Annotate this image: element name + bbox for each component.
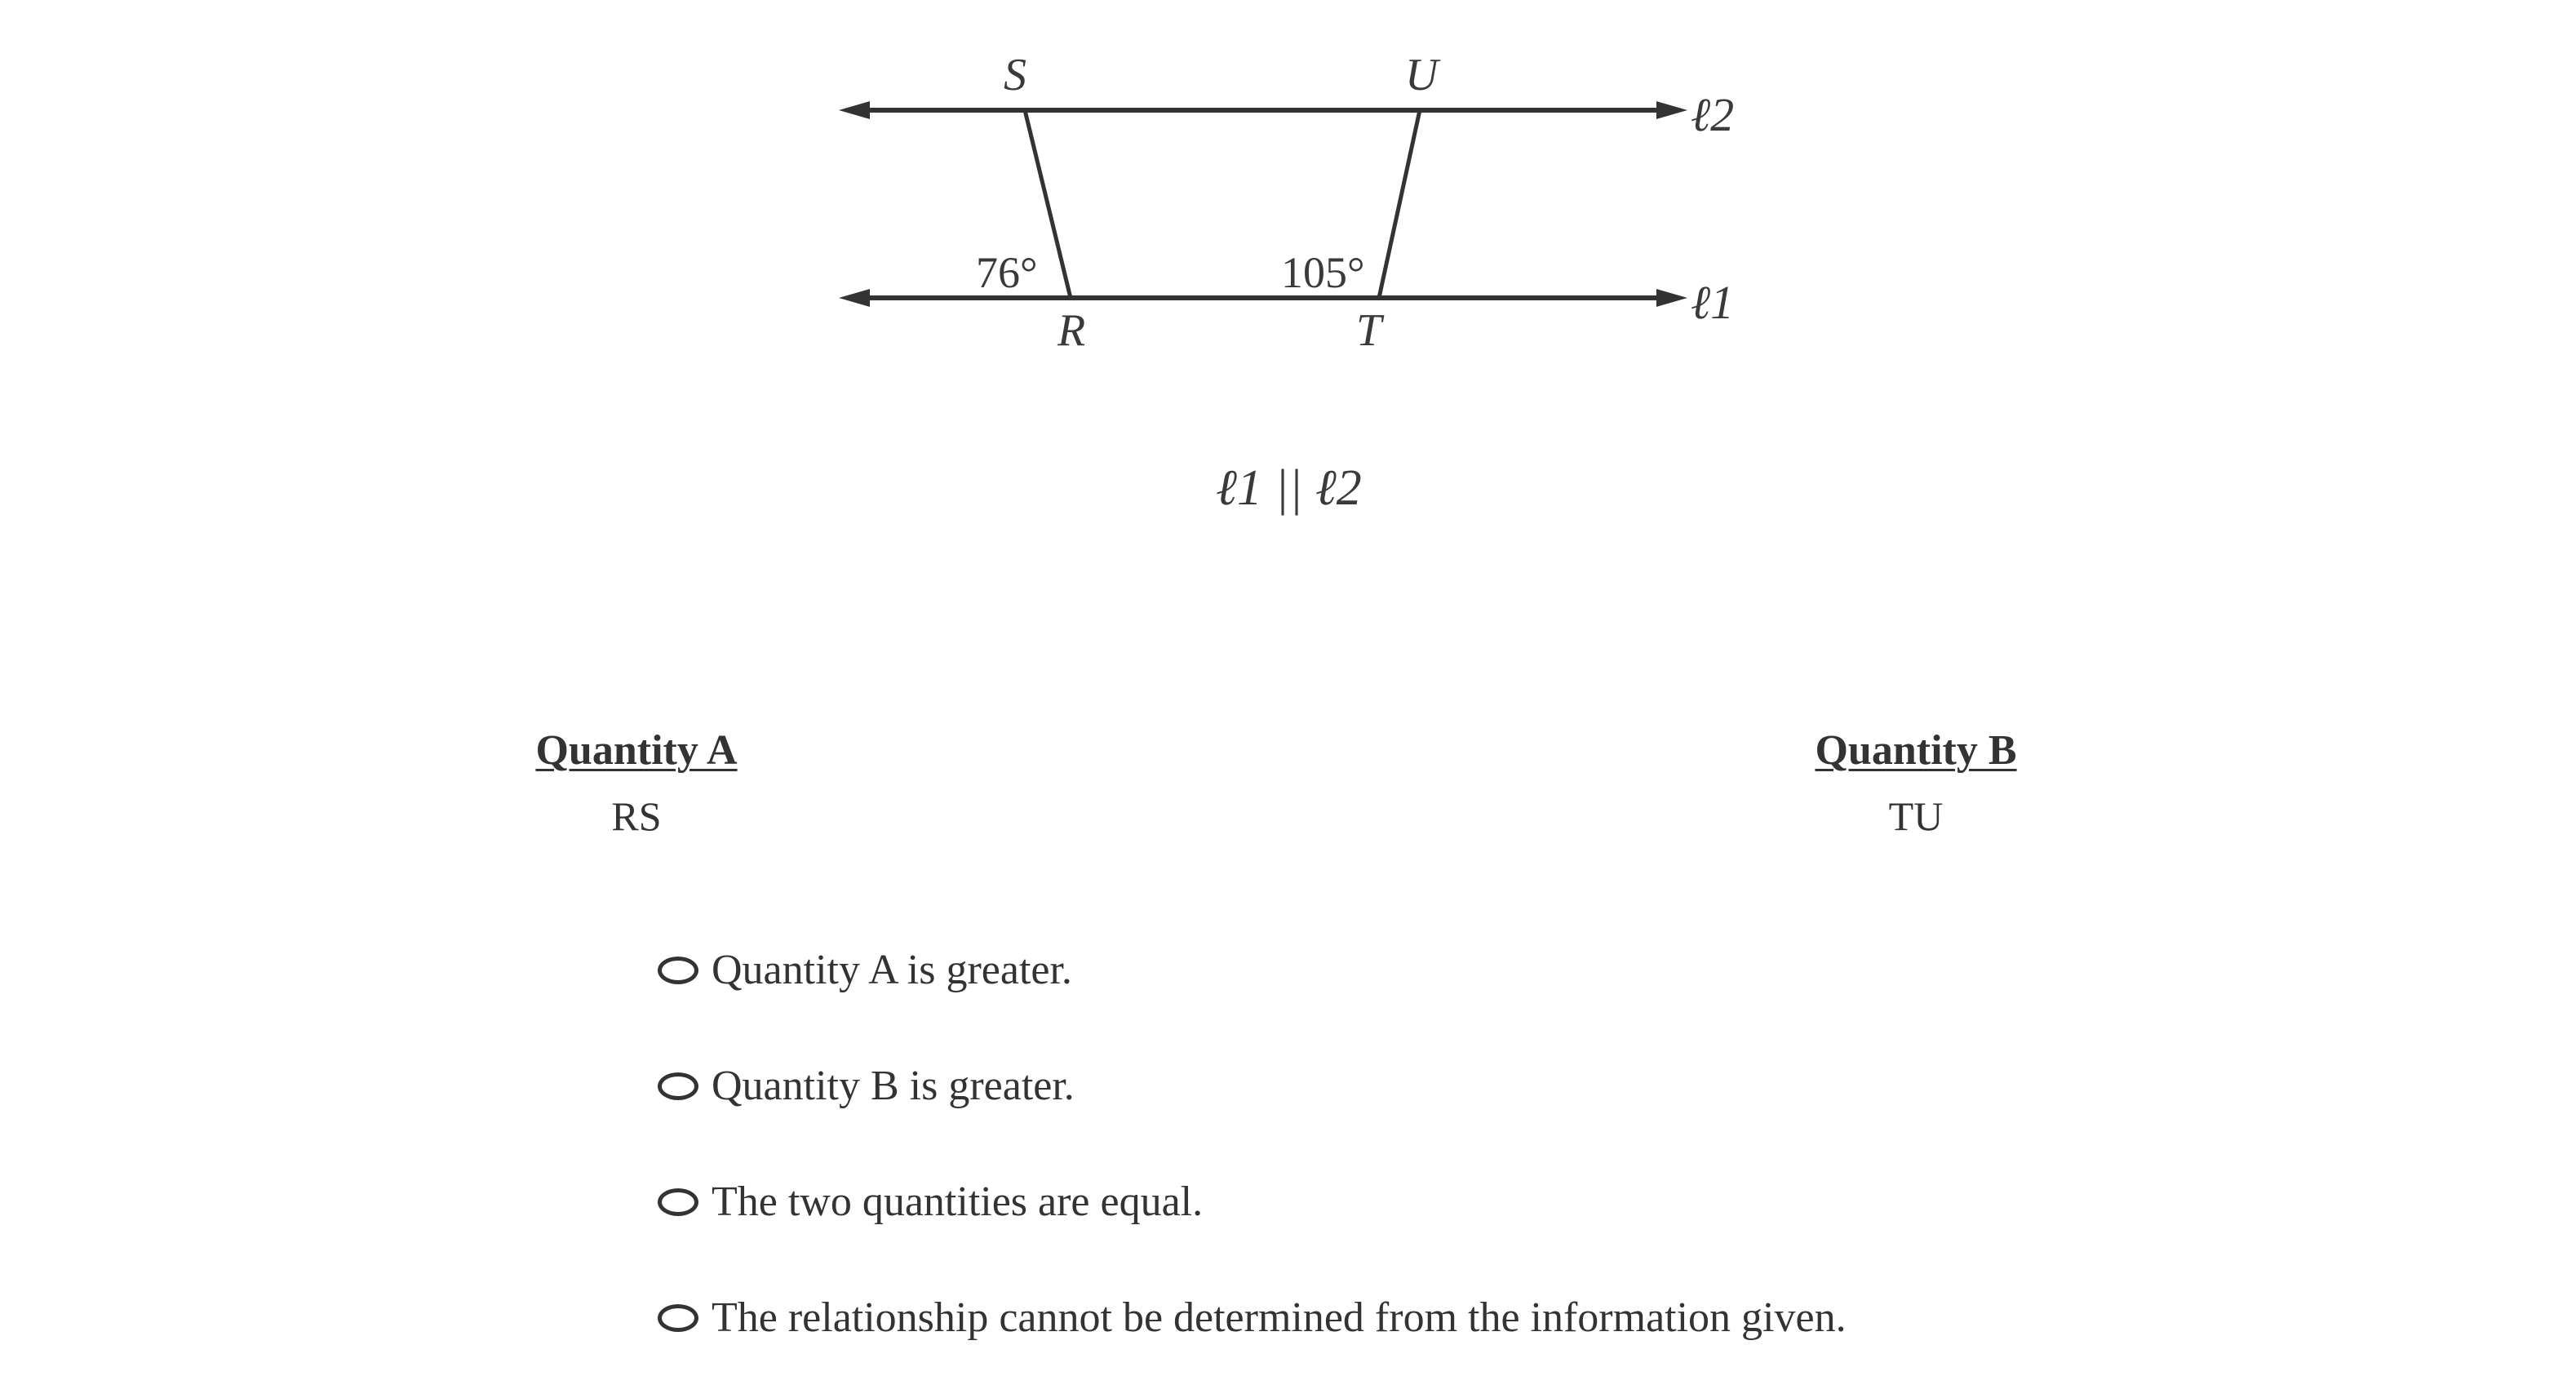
quantity-b-column — [1753, 718, 2079, 849]
option-label[interactable]: The two quantities are equal. — [712, 1179, 1204, 1225]
angle-label-t: 105° — [1281, 248, 1365, 297]
line-l1-right-arrow — [1656, 289, 1687, 307]
angle-label-r: 76° — [976, 248, 1038, 297]
option-label[interactable]: Quantity A is greater. — [712, 947, 1072, 993]
option-quantities-equal[interactable] — [658, 1144, 1847, 1260]
line-label-l2: ℓ2 — [1691, 88, 1735, 141]
option-quantity-a-greater[interactable] — [658, 912, 1847, 1028]
quantity-b-heading: Quantity B — [1815, 727, 2017, 774]
line-l2-right-arrow — [1656, 101, 1687, 119]
point-label-t: T — [1356, 305, 1382, 356]
line-l1-left-arrow — [839, 289, 870, 307]
radio-button[interactable] — [658, 957, 698, 984]
geometry-figure — [816, 33, 1828, 539]
quantity-a-heading: Quantity A — [535, 727, 738, 774]
option-label[interactable]: The relationship cannot be determined from the information given. — [712, 1294, 1847, 1341]
parallel-caption: ℓ1 || ℓ2 — [1216, 460, 1362, 516]
quantity-a-column — [473, 718, 800, 849]
radio-button[interactable] — [658, 1188, 698, 1216]
point-label-r: R — [1057, 305, 1086, 356]
option-quantity-b-greater[interactable] — [658, 1028, 1847, 1144]
line-label-l1: ℓ1 — [1691, 276, 1735, 329]
parallel-lines-diagram — [816, 33, 1828, 539]
segment-tu — [1379, 110, 1420, 298]
point-label-s: S — [1004, 50, 1026, 100]
quantity-a-value: RS — [611, 793, 662, 839]
radio-button[interactable] — [658, 1072, 698, 1100]
line-l2-left-arrow — [839, 101, 870, 119]
option-cannot-be-determined[interactable] — [658, 1260, 1847, 1376]
quantity-b-value: TU — [1888, 793, 1944, 839]
answer-options — [658, 912, 1847, 1376]
point-label-u: U — [1405, 50, 1439, 100]
radio-button[interactable] — [658, 1304, 698, 1332]
option-label[interactable]: Quantity B is greater. — [712, 1063, 1075, 1109]
